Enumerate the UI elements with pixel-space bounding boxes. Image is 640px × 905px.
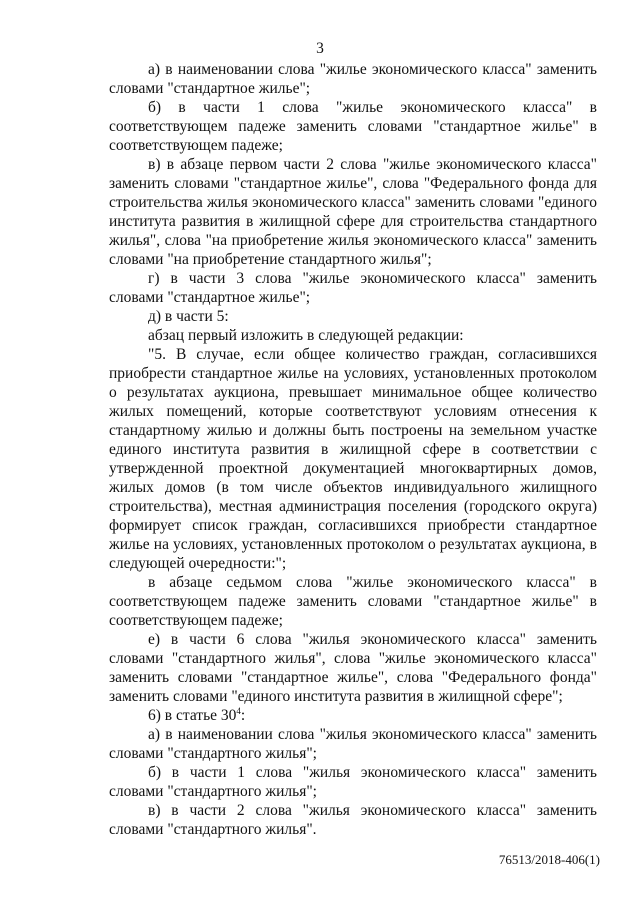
document-body bbox=[109, 60, 597, 839]
paragraph-article-a: а) в наименовании слова "жилья экономического класса" заменить словами "стандартного жилья"; bbox=[109, 726, 597, 762]
article-item-prefix: 6) в статье 30 bbox=[148, 707, 237, 724]
paragraph-quoted-part-5: "5. В случае, если общее количество граждан, согласившихся приобрести стандартное жилье на условиях, установленных протоколом о результатах аукциона, превышает минимальное общее количество жилых помещений, которые соответствуют условиям отнесения к стандартному жилью и должны быть построены на земельном участке единого института развития в жилищной сфере в соответствии с утвержденной проектной документацией многоквартирных домов, жилых домов (в том числе объектов индивидуального жилищного строительства), местная администрация поселения (городского округа) формирует список граждан, согласившихся приобрести стандартное жилье на условиях, установленных протоколом о результатах аукциона, в следующей очередности:"; bbox=[109, 346, 597, 572]
paragraph-v: в) в абзаце первом части 2 слова "жилье экономического класса" заменить словами "стандартное жилье", слова "Федерального фонда для строительства жилья экономического класса" заменить словами "единого института развития в жилищной сфере для строительства стандартного жилья", слова "на приобретение жилья экономического класса" заменить словами "на приобретение стандартного жилья"; bbox=[109, 156, 597, 268]
paragraph-article-v: в) в части 2 слова "жилья экономического класса" заменить словами "стандартного жилья". bbox=[109, 802, 597, 838]
paragraph-article-b: б) в части 1 слова "жилья экономического класса" заменить словами "стандартного жилья"; bbox=[109, 764, 597, 800]
paragraph-d: д) в части 5: bbox=[148, 308, 229, 325]
paragraph-a: а) в наименовании слова "жилье экономического класса" заменить словами "стандартное жилье"; bbox=[109, 61, 597, 97]
article-item-superscript: 4 bbox=[236, 706, 241, 716]
page-number: 3 bbox=[316, 40, 324, 57]
article-item-suffix: : bbox=[240, 707, 246, 724]
paragraph-seventh-abzats: в абзаце седьмом слова "жилье экономического класса" в соответствующем падеже заменить словами "стандартное жилье" в соответствующем падеже; bbox=[109, 574, 597, 629]
paragraph-g: г) в части 3 слова "жилье экономического класса" заменить словами "стандартное жилье"; bbox=[109, 270, 597, 306]
paragraph-b: б) в части 1 слова "жилье экономического класса" в соответствующем падеже заменить словами "стандартное жилье" в соответствующем падеже; bbox=[109, 99, 597, 154]
document-code: 76513/2018-406(1) bbox=[498, 852, 600, 867]
paragraph-first-abzats: абзац первый изложить в следующей редакции: bbox=[148, 327, 464, 344]
paragraph-e: е) в части 6 слова "жилья экономического класса" заменить словами "стандартного жилья", слова "жилье экономического класса" заменить словами "стандартное жилье", слова "Федерального фонда" заменить словами "единого института развития в жилищной сфере"; bbox=[109, 631, 597, 705]
paragraph-article-30-4 bbox=[109, 706, 597, 725]
